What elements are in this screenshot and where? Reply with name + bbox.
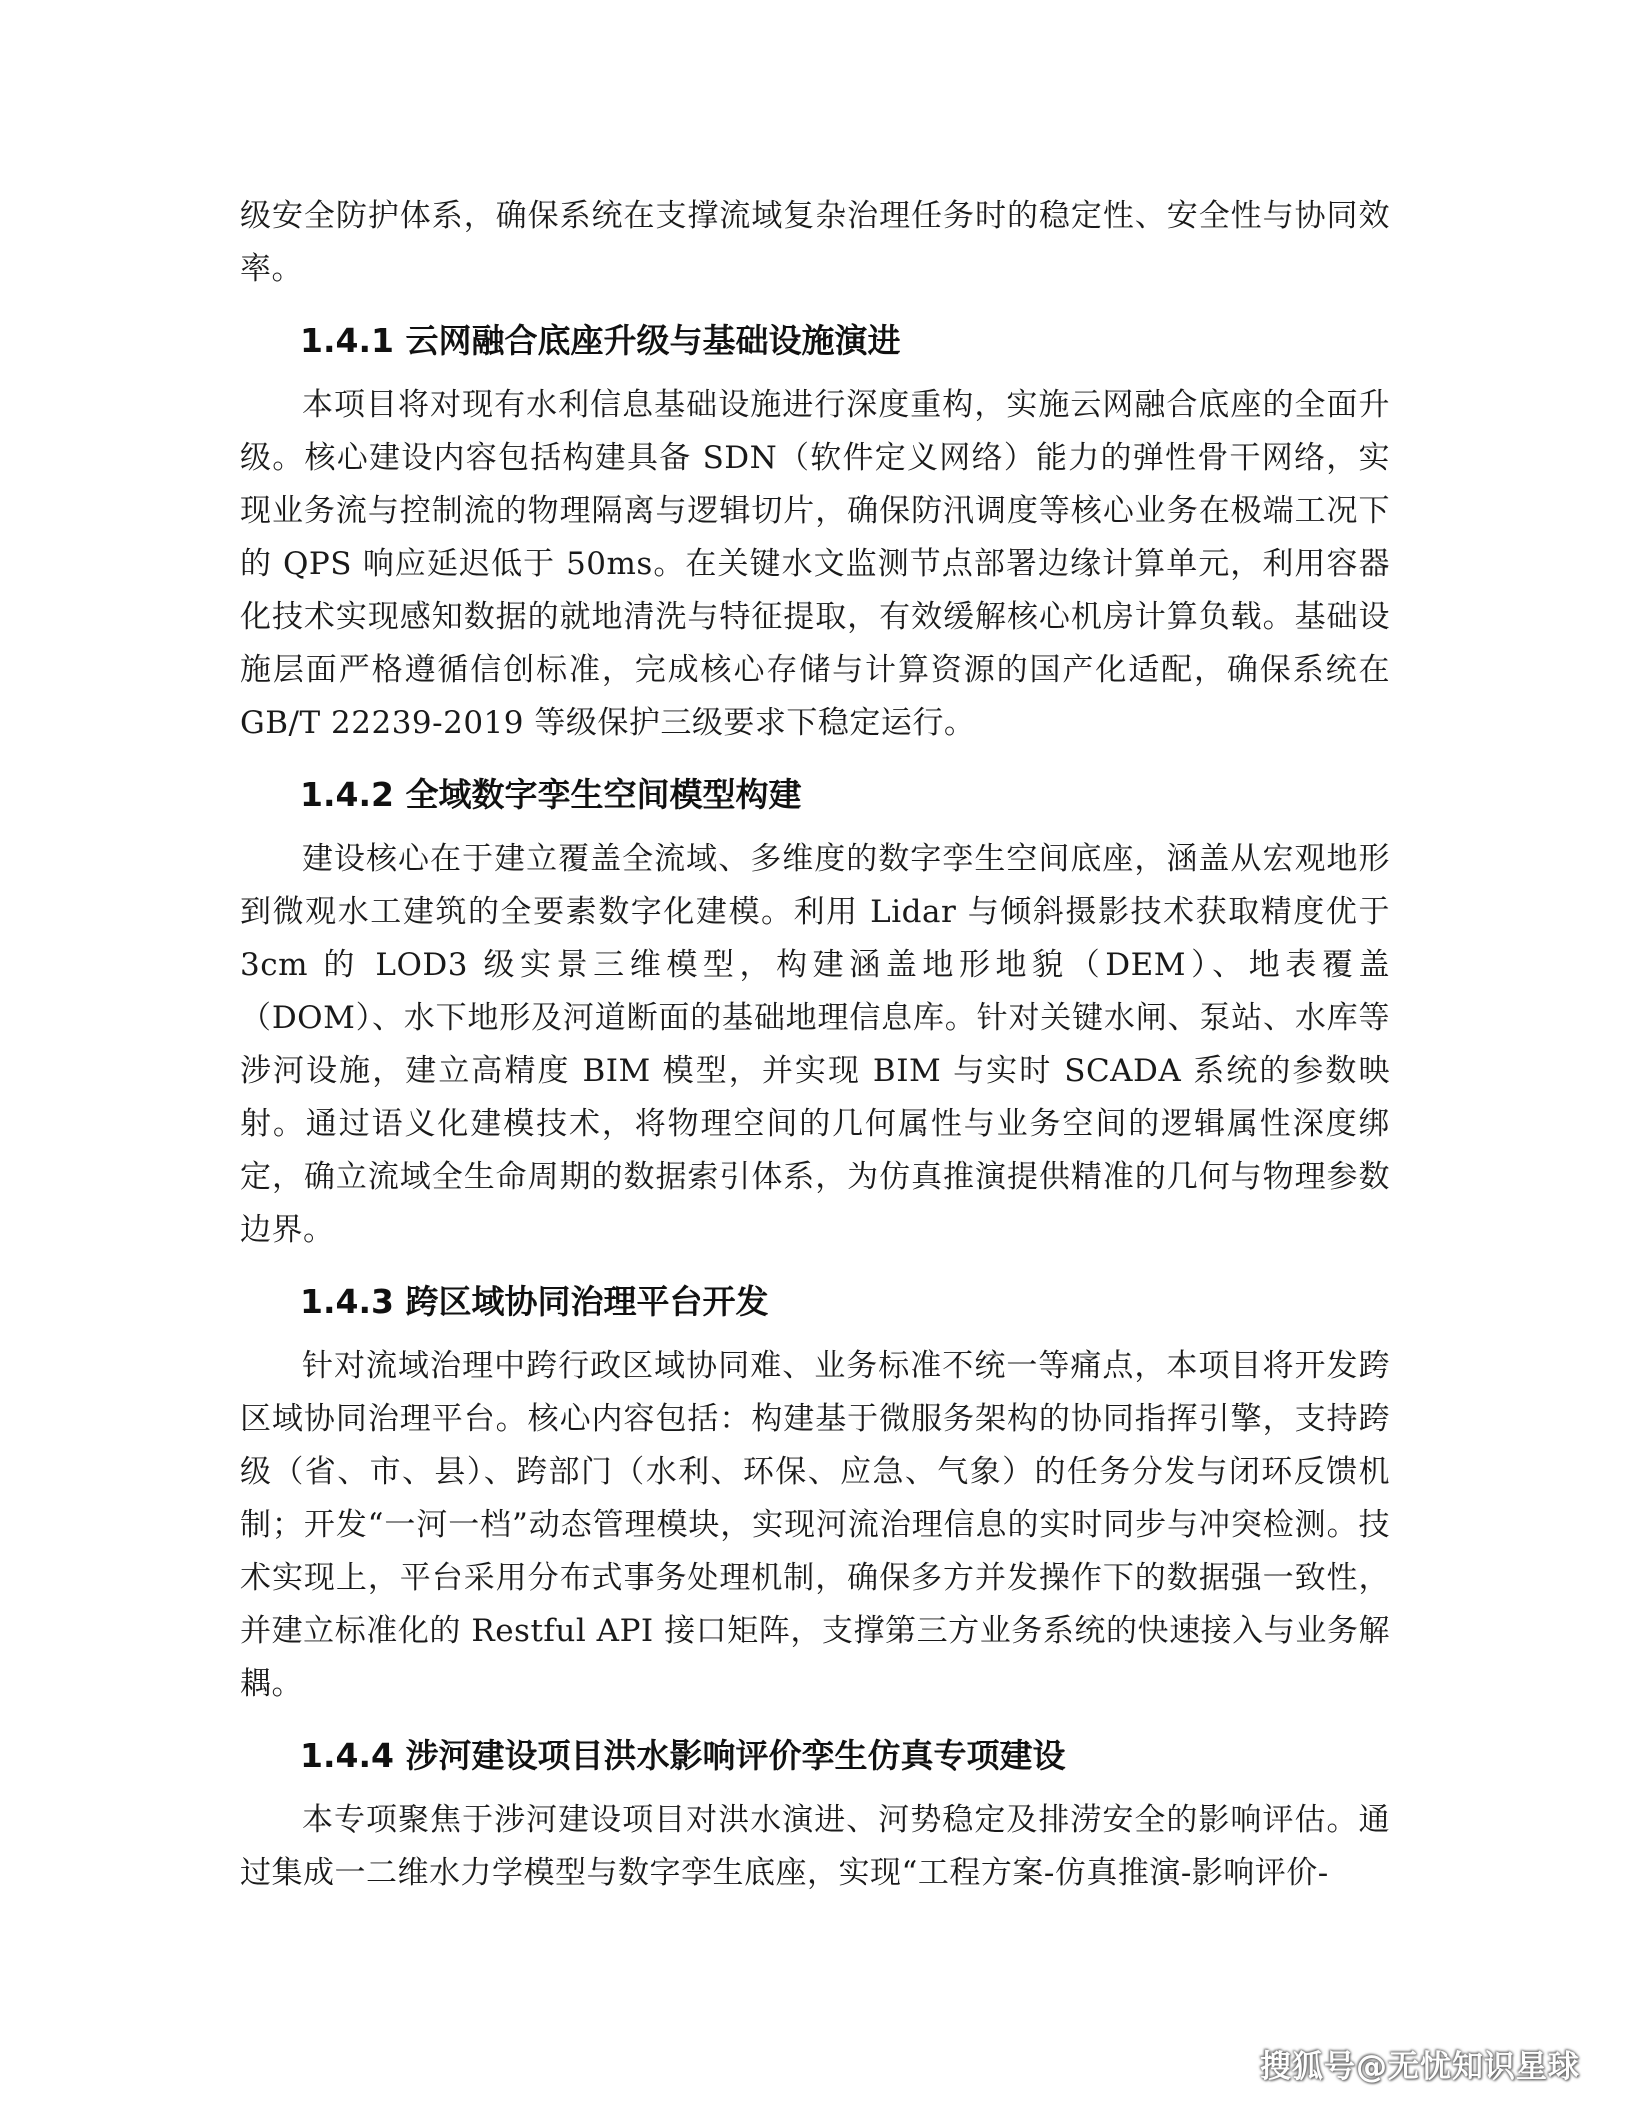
section-heading-1-4-3: 1.4.3 跨区域协同治理平台开发 — [300, 1282, 769, 1321]
watermark: 搜狐号@无忧知识星球 — [1260, 2049, 1580, 2085]
document-page — [240, 190, 1390, 1900]
section-body-1-4-1: 本项目将对现有水利信息基础设施进行深度重构，实施云网融合底座的全面升级。核心建设内容包括构建具备 SDN（软件定义网络）能力的弹性骨干网络，实现业务流与控制流的物理隔离与逻辑切片，确保防汛调度等核心业务在极端工况下的 QPS 响应延迟低于 50ms。在关键水文监测节点部署边缘计算单元，利用容器化技术实现感知数据的就地清洗与特征提取，有效缓解核心机房计算负载。基础设施层面严格遵循信创标准，完成核心存储与计算资源的国产化适配，确保系统在 GB/T 22239-2019 等级保护三级要求下稳定运行。 — [240, 387, 1390, 741]
section-heading-1-4-4: 1.4.4 涉河建设项目洪水影响评价孪生仿真专项建设 — [300, 1736, 1066, 1775]
section-body-1-4-3: 针对流域治理中跨行政区域协同难、业务标准不统一等痛点，本项目将开发跨区域协同治理平台。核心内容包括：构建基于微服务架构的协同指挥引擎，支持跨级（省、市、县）、跨部门（水利、环保、应急、气象）的任务分发与闭环反馈机制；开发“一河一档”动态管理模块，实现河流治理信息的实时同步与冲突检测。技术实现上，平台采用分布式事务处理机制，确保多方并发操作下的数据强一致性，并建立标准化的 Restful API 接口矩阵，支撑第三方业务系统的快速接入与业务解耦。 — [240, 1348, 1390, 1702]
intro-paragraph: 级安全防护体系，确保系统在支撑流域复杂治理任务时的稳定性、安全性与协同效率。 — [240, 198, 1390, 287]
section-body-1-4-4: 本专项聚焦于涉河建设项目对洪水演进、河势稳定及排涝安全的影响评估。通过集成一二维水力学模型与数字孪生底座，实现“工程方案-仿真推演-影响评价- — [240, 1802, 1390, 1891]
section-heading-1-4-1: 1.4.1 云网融合底座升级与基础设施演进 — [300, 321, 901, 360]
section-body-1-4-2: 建设核心在于建立覆盖全流域、多维度的数字孪生空间底座，涵盖从宏观地形到微观水工建筑的全要素数字化建模。利用 Lidar 与倾斜摄影技术获取精度优于 3cm 的 LOD3 级实景三维模型，构建涵盖地形地貌（DEM）、地表覆盖（DOM）、水下地形及河道断面的基础地理信息库。针对关键水闸、泵站、水库等涉河设施，建立高精度 BIM 模型，并实现 BIM 与实时 SCADA 系统的参数映射。通过语义化建模技术，将物理空间的几何属性与业务空间的逻辑属性深度绑定，确立流域全生命周期的数据索引体系，为仿真推演提供精准的几何与物理参数边界。 — [240, 841, 1390, 1248]
section-heading-1-4-2: 1.4.2 全域数字孪生空间模型构建 — [300, 775, 802, 814]
